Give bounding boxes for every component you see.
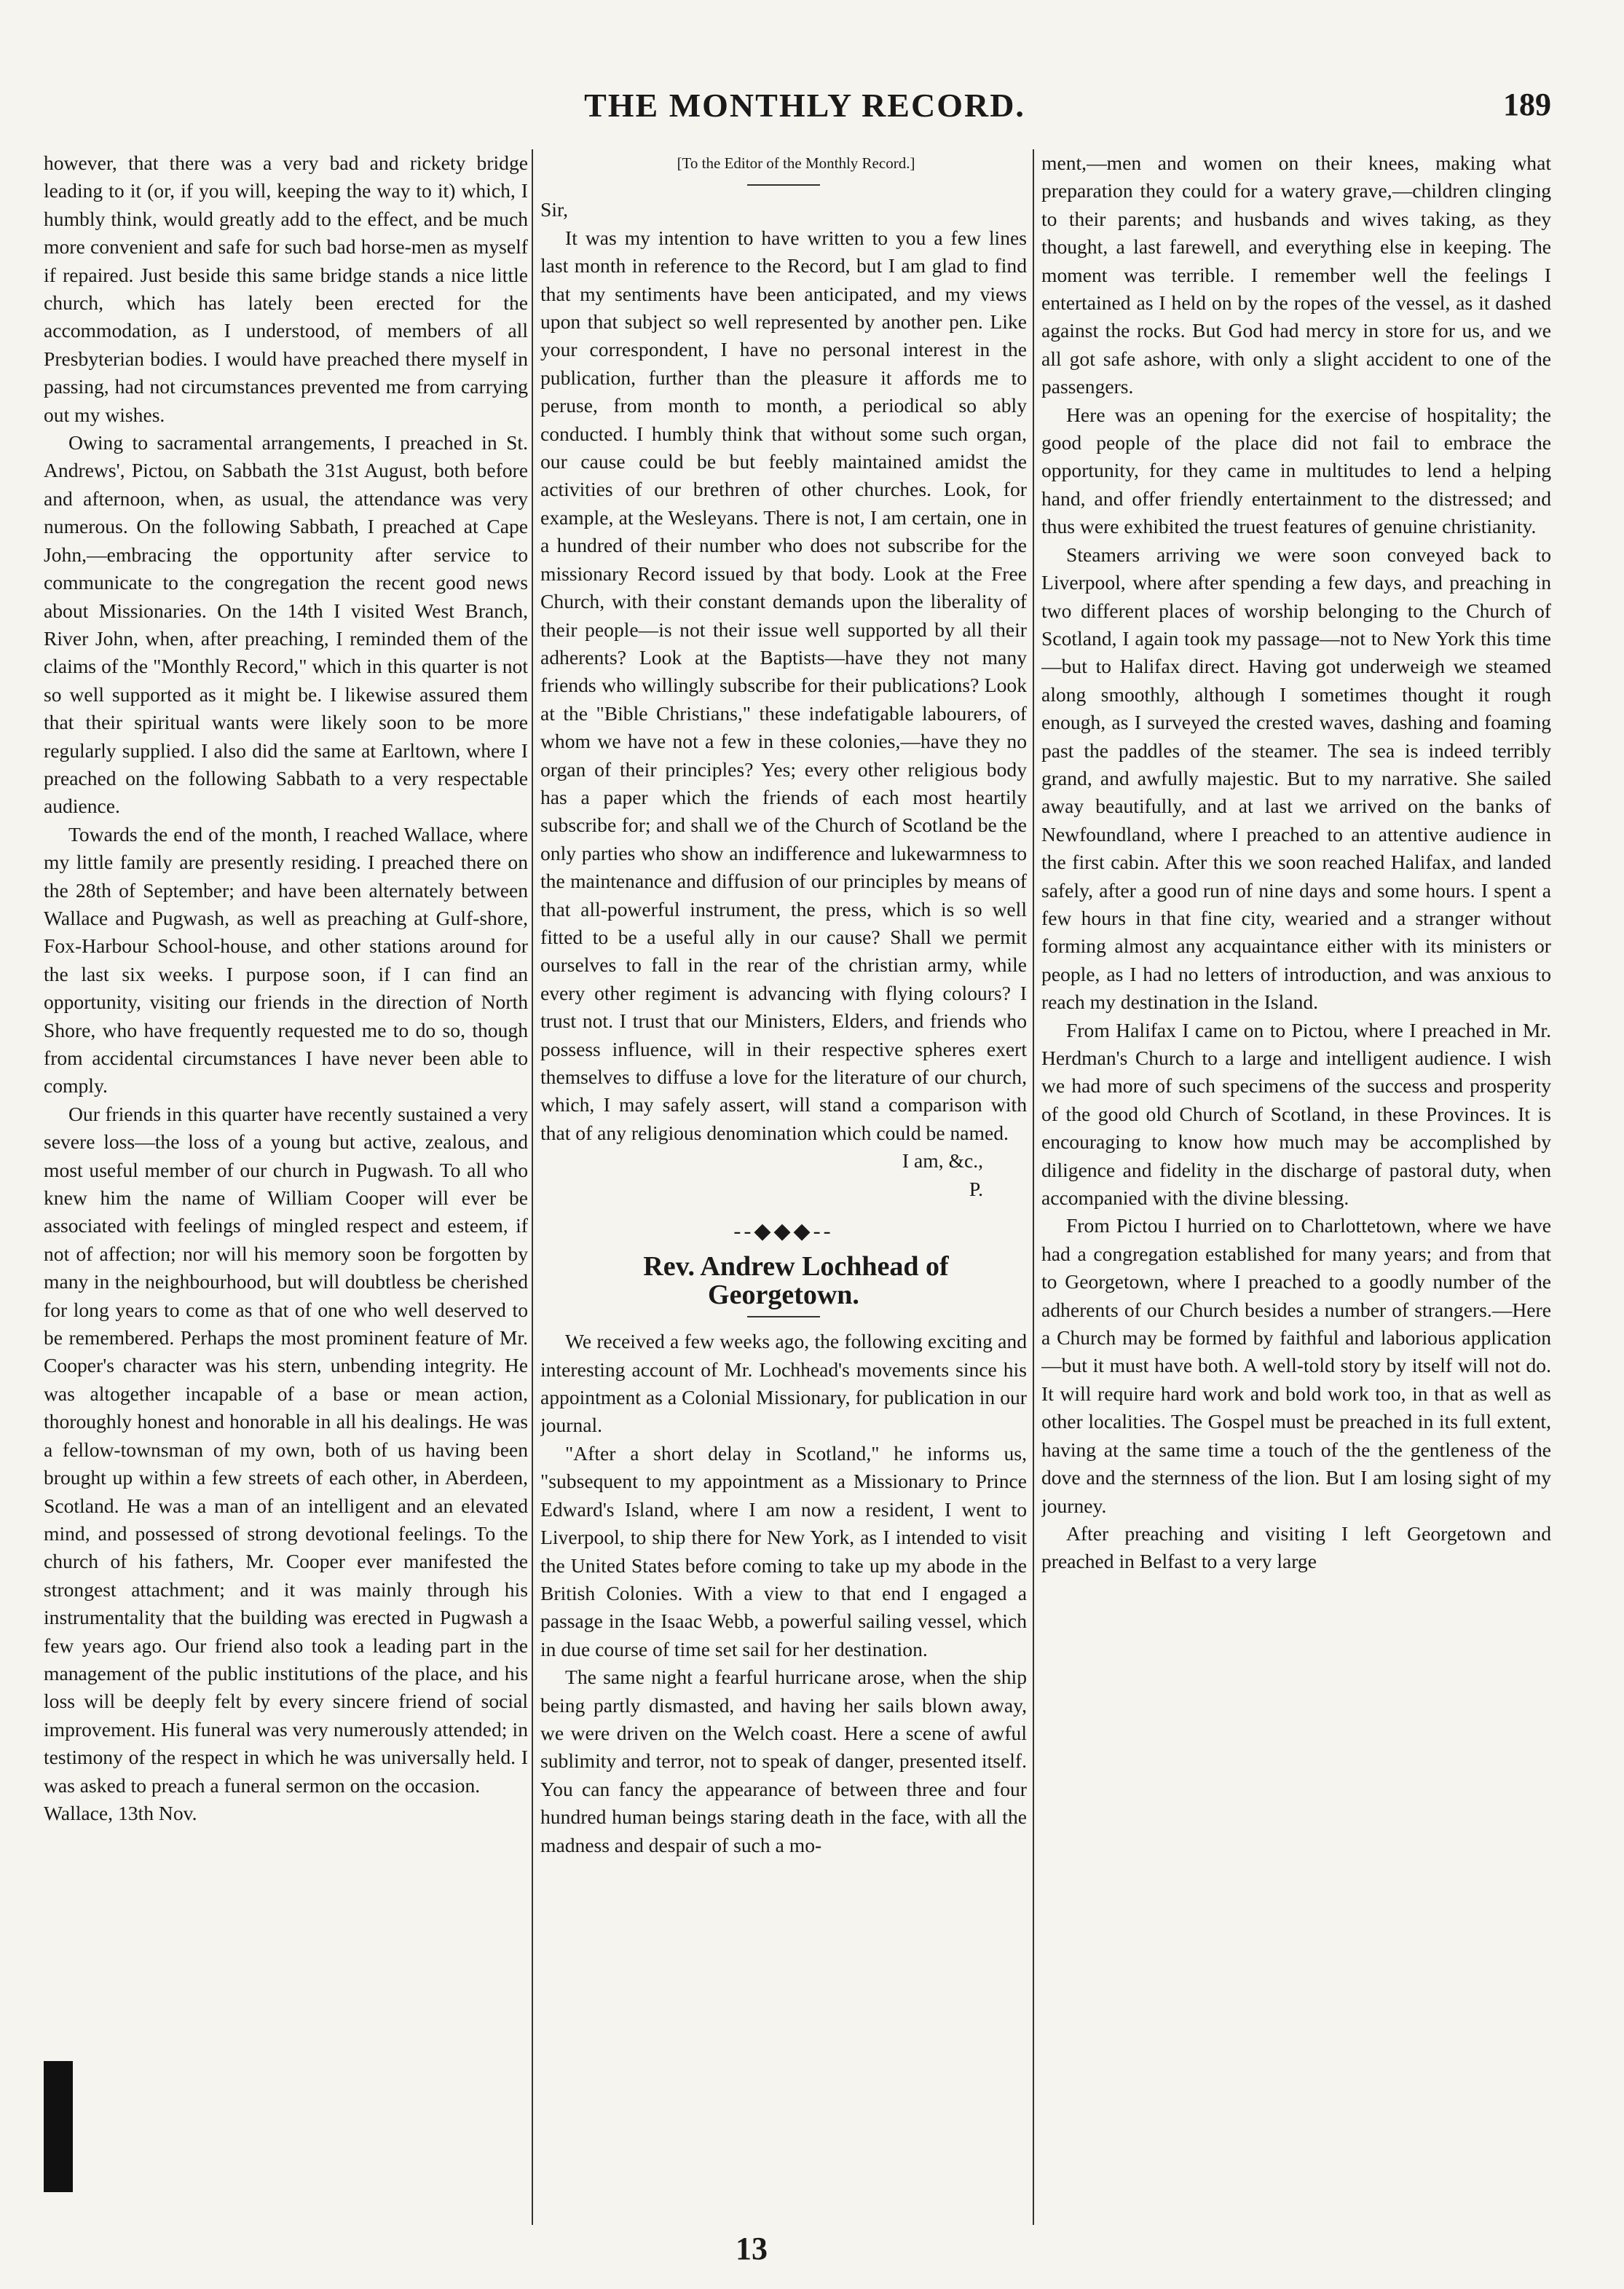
col3-paragraph-4: From Halifax I came on to Pictou, where I preached in Mr. Herdman's Church to a large and intelligent audience. I wish we had more of such specimens of the success and prosperity of the good old Church of Scotland, in these Provinces. It is encouraging to know how much may be accomplished by diligence and fidelity in the discharge of pastoral duty, when accompanied with the divine blessing. xyxy=(1041,1018,1551,1210)
column-left xyxy=(44,149,528,2232)
letter-salutation: Sir, xyxy=(540,198,568,221)
col1-paragraph-1: however, that there was a very bad and rickety bridge leading to it (or, if you will, keeping the way to it) which, I humbly think, would greatly add to the effect, and be much more convenient and safe for such bad horse-men as myself if repaired. Just beside this same bridge stands a nice little church, which has lately been erected for the accommodation, as I understood, of members of all Presbyterian bodies. I would have preached there myself in passing, had not circumstances prevented me from carrying out my wishes. xyxy=(44,151,528,426)
page-number: 189 xyxy=(1503,87,1551,122)
column-middle xyxy=(540,149,1027,2232)
col1-paragraph-3: Towards the end of the month, I reached Wallace, where my little family are presently residing. I preached there on the 28th of September; and have been alternately between Wallace and Pugwash, as well as preaching at Gulf-shore, Fox-Harbour School-house, and other stations around for the last six weeks. I purpose soon, if I can find an opportunity, visiting our friends in the direction of North Shore, who have frequently requested me to do so, though from accidental circumstances I have never been able to comply. xyxy=(44,822,528,1098)
col3-paragraph-3: Steamers arriving we were soon conveyed back to Liverpool, where after spending a few days, and preaching in two different places of worship belonging to the Church of Scotland, I again took my passage—not to New York this time—but to Halifax direct. Having got underweigh we steamed along smoothly, although I sometimes thought it rough enough, as I surveyed the crested waves, dashing and foaming past the paddles of the steamer. The sea is indeed terribly grand, and awfully majestic. But to my narrative. She sailed away beautifully, and at last we arrived on the banks of Newfoundland, where I preached to an attentive audience in the first cabin. After this we soon reached Halifax, and landed safely, after a good run of nine days and some hours. I spent a few hours in that fine city, wearied and a stranger without forming almost any acquaintance either with its ministers or people, as I had no letters of introduction, and was anxious to reach my destination in the Island. xyxy=(1041,543,1551,1014)
col1-signoff: Wallace, 13th Nov. xyxy=(44,1801,197,1824)
col3-paragraph-1: ment,—men and women on their knees, making what preparation they could for a watery grave,—children clinging to their parents; and husbands and wives taking, as they thought, a last farewell, and everything else in keeping. The moment was terrible. I remember well the feelings I entertained as I held on by the ropes of the vessel, as it dashed against the rocks. But God had mercy in store for us, and we all got safe ashore, with only a slight accident to one of the passengers. xyxy=(1041,151,1551,398)
column-rule-left xyxy=(532,149,533,2225)
section-ornament: --◆◆◆-- xyxy=(733,1219,834,1244)
letter-initial: P. xyxy=(969,1177,983,1200)
col2-paragraph-3: "After a short delay in Scotland," he informs us, "subsequent to my appointment as a Missionary to Prince Edward's Island, where I am now a resident, I went to Liverpool, to ship there for New York, as I intended to visit the United States before coming to take up my abode in the British Colonies. With a view to that end I engaged a passage in the Isaac Webb, a powerful sailing vessel, which in due course of time set sail for her destination. xyxy=(540,1441,1027,1660)
binding-edge-shadow xyxy=(44,2061,73,2192)
col2-paragraph-2: We received a few weeks ago, the following exciting and interesting account of Mr. Lochhead's movements since his appointment as a Colonial Missionary, for publication in our journal. xyxy=(540,1330,1027,1437)
title-divider xyxy=(747,1316,820,1317)
column-right xyxy=(1041,149,1551,2232)
article-title: Rev. Andrew Lochhead of Georgetown. xyxy=(643,1251,949,1310)
signature-mark: 13 xyxy=(736,2231,768,2266)
col1-paragraph-2: Owing to sacramental arrangements, I preached in St. Andrews', Pictou, on Sabbath the 31st August, both before and afternoon, when, as usual, the attendance was very numerous. On the following Sabbath, I preached at Cape John,—embracing the opportunity after service to communicate to the congregation the recent good news about Missionaries. On the 14th I visited West Branch, River John, when, after preaching, I reminded them of the claims of the "Monthly Record," which in this quarter is not so well supported as it might be. I likewise assured them that their spiritual wants were likely soon to be more regularly supplied. I also did the same at Earltown, where I preached on the following Sabbath to a very respectable audience. xyxy=(44,431,528,818)
letter-heading: [To the Editor of the Monthly Record.] xyxy=(677,154,915,172)
col2-paragraph-4: The same night a fearful hurricane arose, when the ship being partly dismasted, and having her sails blown away, we were driven on the Welch coast. Here a scene of awful sublimity and terror, not to speak of danger, presented itself. You can fancy the appearance of between three and four hundred human beings staring death in the face, with all the madness and despair of such a mo- xyxy=(540,1666,1027,1856)
journal-title: THE MONTHLY RECORD. xyxy=(584,87,1025,124)
short-divider xyxy=(747,184,820,186)
col2-paragraph-1: It was my intention to have written to you a few lines last month in reference to the Record, but I am glad to find that my sentiments have been anticipated, and my views upon that subject so well represented by another pen. Like your correspondent, I have no personal interest in the publication, further than the pleasure it affords me to peruse, from month to month, a periodical so ably conducted. I humbly think that without some such organ, our cause could be but feebly maintained amidst the activities of our brethren of other churches. Look, for example, at the Wesleyans. There is not, I am certain, one in a hundred of their number who does not subscribe for the missionary Record issued by that body. Look at the Free Church, with their constant demands upon the liberality of their people—is not their issue well supported by all their adherents? Look at the Baptists—have they not many friends who willingly subscribe for their publications? Look at the "Bible Christians," these indefatigable labourers, of whom we have not a few in these colonies,—have they no organ of their principles? Yes; every other religious body has a paper which the friends of each most heartily subscribe for; and shall we of the Church of Scotland be the only parties who show an indifference and lukewarmness to the maintenance and diffusion of our principles by means of that all-powerful instrument, the press, which is so well fitted to be a useful ally in our cause? Shall we permit ourselves to fall in the rear of the christian army, while every other regiment is advancing with flying colours? I trust not. I trust that our Ministers, Elders, and friends who possess influence, will in their respective spheres exert themselves to diffuse a love for the literature of our church, which, I may safely assert, will stand a comparison with that of any religious denomination which could be named. xyxy=(540,226,1027,1144)
col3-paragraph-6: After preaching and visiting I left Georgetown and preached in Belfast to a very large xyxy=(1041,1521,1551,1573)
column-rule-right xyxy=(1033,149,1034,2225)
col1-paragraph-4: Our friends in this quarter have recently sustained a very severe loss—the loss of a young but active, zealous, and most useful member of our church in Pugwash. To all who knew him the name of William Cooper will ever be associated with feelings of mingled respect and esteem, if not of affection; nor will his memory soon be forgotten by many in the neighbourhood, but will doubtless be cherished for long years to come as that of one who well deserved to be remembered. Perhaps the most prominent feature of Mr. Cooper's character was his stern, unbending integrity. He was altogether incapable of a base or mean action, thoroughly honest and honorable in all his dealings. He was a fellow-townsman of my own, both of us having been brought up within a few streets of each other, in Aberdeen, Scotland. He was a man of an intelligent and an elevated mind, and possessed of strong devotional feelings. To the church of his fathers, Mr. Cooper ever manifested the strongest attachment; and it was mainly through his instrumentality that the building was erected in Pugwash a few years ago. Our friend also took a leading part in the management of the public institutions of the place, and his loss will be deeply felt by every sincere friend of social improvement. His funeral was very numerously attended; in testimony of the respect in which he was universally held. I was asked to preach a funeral sermon on the occasion. xyxy=(44,1102,528,1797)
page-header xyxy=(44,86,1566,137)
col3-paragraph-2: Here was an opening for the exercise of hospitality; the good people of the place did not fail to embrace the opportunity, for they came in multitudes to lend a helping hand, and offer friendly entertainment to the distressed; and thus were exhibited the truest features of genuine christianity. xyxy=(1041,403,1551,538)
letter-closing: I am, &c., xyxy=(902,1149,983,1173)
col3-paragraph-5: From Pictou I hurried on to Charlottetown, where we have had a congregation established for many years; and from that to Georgetown, where I preached to a goodly number of the adherents of our Church besides a number of strangers.—Here a Church may be formed by faithful and laborious application—but it must have both. A well-told story by itself will not do. It will require hard work and bold work too, in that as well as other localities. The Gospel must be preached in its full extent, having at the same time a touch of the the gentleness of the dove and the sternness of the lion. But I am losing sight of my journey. xyxy=(1041,1214,1551,1517)
